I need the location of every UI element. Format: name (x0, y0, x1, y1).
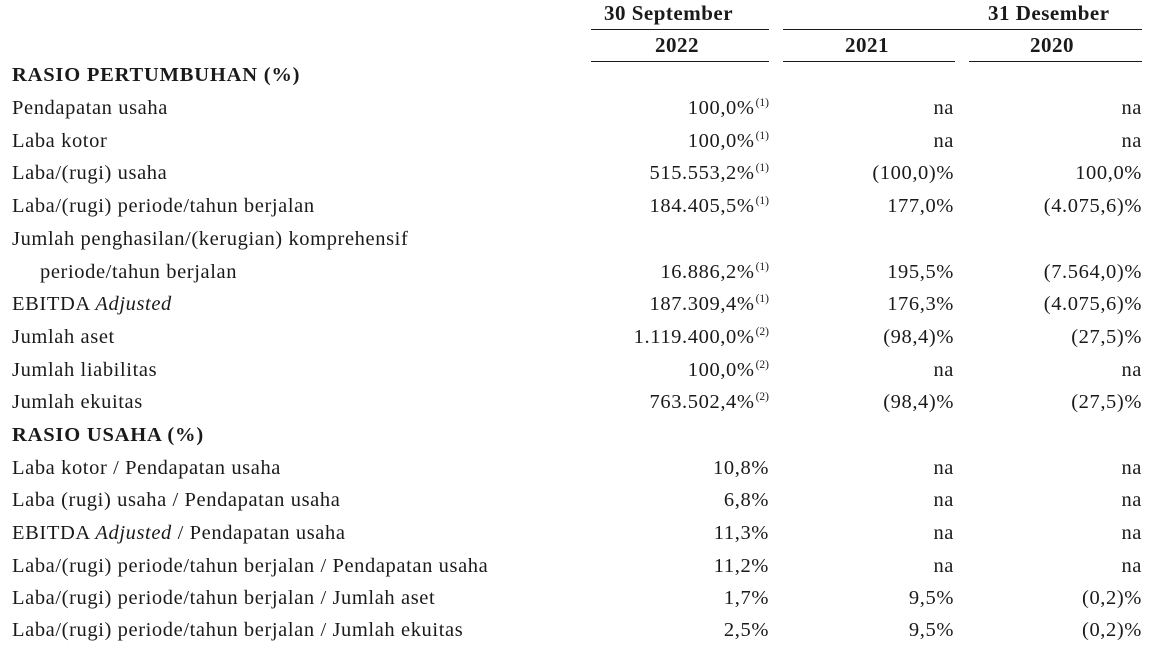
row-label-line2: periode/tahun berjalan (40, 261, 238, 283)
value-2021: (98,4)% (883, 391, 954, 413)
value-2022: 11,2% (713, 555, 769, 577)
footnote-marker: (1) (755, 162, 769, 174)
section-title: RASIO USAHA (%) (12, 424, 204, 446)
footnote-marker: (1) (755, 261, 769, 273)
row-label: Laba/(rugi) periode/tahun berjalan / Jumlah ekuitas (12, 619, 464, 641)
value-2022: 6,8% (723, 489, 769, 511)
table-row (0, 619, 1150, 651)
footnote-marker: (1) (755, 293, 769, 305)
row-label: EBITDA Adjusted / Pendapatan usaha (12, 522, 346, 544)
header-rule-2021 (783, 61, 955, 62)
value-2022: 100,0%$^{(1)}$ (687, 97, 769, 119)
table-row (0, 359, 1150, 391)
footnote-marker: (2) (755, 359, 769, 371)
table-row (0, 97, 1150, 129)
table-row (0, 228, 1150, 260)
row-label: Jumlah aset (12, 326, 115, 348)
footnote-marker: (1) (755, 97, 769, 109)
value-2021: na (933, 97, 954, 119)
row-label: Pendapatan usaha (12, 97, 168, 119)
row-label: Laba kotor (12, 130, 108, 152)
header-31-desember: 31 Desember (988, 1, 1110, 25)
value-2022: 100,0%$^{(1)}$ (687, 130, 769, 152)
header-30-september: 30 September (604, 1, 734, 25)
value-2022: 187.309,4%$^{(1)}$ (649, 293, 769, 315)
value-2022: 1.119.400,0%$^{(2)}$ (633, 326, 769, 348)
table-row (0, 587, 1150, 619)
row-label: Jumlah ekuitas (12, 391, 143, 413)
value-2020: na (1121, 522, 1142, 544)
value-2020: na (1121, 130, 1142, 152)
header-year-2022: 2022 (655, 33, 699, 57)
value-2021: na (933, 130, 954, 152)
value-2020: (0,2)% (1082, 619, 1142, 641)
value-2021: na (933, 522, 954, 544)
table-row (0, 522, 1150, 554)
value-2022: 184.405,5%$^{(1)}$ (649, 195, 769, 217)
row-label: Laba/(rugi) periode/tahun berjalan / Pendapatan usaha (12, 555, 489, 577)
value-2021: 195,5% (887, 261, 954, 283)
value-2020: na (1121, 489, 1142, 511)
header-year-2020: 2020 (1030, 33, 1074, 57)
row-label: Jumlah liabilitas (12, 359, 158, 381)
row-label: Laba kotor / Pendapatan usaha (12, 457, 282, 479)
footnote-marker: (1) (755, 130, 769, 142)
header-year-2021: 2021 (845, 33, 889, 57)
footnote-marker: (1) (755, 195, 769, 207)
row-label: Laba/(rugi) usaha (12, 162, 168, 184)
value-2021: 9,5% (908, 587, 954, 609)
value-2020: 100,0% (1075, 162, 1142, 184)
section-title-operating (0, 424, 1150, 456)
value-2021: 9,5% (908, 619, 954, 641)
value-2021: na (933, 359, 954, 381)
value-2022: 515.553,2%$^{(1)}$ (649, 162, 769, 184)
value-2021: (100,0)% (872, 162, 954, 184)
value-2020: (27,5)% (1071, 326, 1142, 348)
value-2022: 763.502,4%$^{(2)}$ (649, 391, 769, 413)
header-rule-top-right (783, 29, 1142, 30)
table-row-continuation (0, 261, 1150, 293)
row-label: Laba/(rugi) periode/tahun berjalan / Jumlah aset (12, 587, 436, 609)
table-row (0, 457, 1150, 489)
header-rule-top-left (591, 29, 769, 30)
value-2020: (27,5)% (1071, 391, 1142, 413)
value-2020: (0,2)% (1082, 587, 1142, 609)
value-2022: 100,0%$^{(2)}$ (687, 359, 769, 381)
header-rule-2020 (969, 61, 1142, 62)
value-2022: 2,5% (723, 619, 769, 641)
footnote-marker: (2) (755, 326, 769, 338)
value-2021: na (933, 457, 954, 479)
value-2021: na (933, 555, 954, 577)
value-2022: 16.886,2%$^{(1)}$ (660, 261, 769, 283)
value-2022: 10,8% (713, 457, 769, 479)
table-row (0, 555, 1150, 587)
row-label: Jumlah penghasilan/(kerugian) komprehensif (12, 228, 409, 250)
value-2021: na (933, 489, 954, 511)
value-2020: (4.075,6)% (1043, 195, 1142, 217)
value-2021: (98,4)% (883, 326, 954, 348)
section-title-growth (0, 64, 1150, 96)
table-row (0, 391, 1150, 423)
footnote-marker: (2) (755, 391, 769, 403)
table-row (0, 489, 1150, 521)
value-2020: na (1121, 359, 1142, 381)
value-2020: (4.075,6)% (1043, 293, 1142, 315)
value-2020: na (1121, 97, 1142, 119)
table-row (0, 293, 1150, 325)
header-rule-2022 (591, 61, 769, 62)
row-label: EBITDA Adjusted (12, 293, 172, 315)
section-title: RASIO PERTUMBUHAN (%) (12, 64, 301, 86)
table-row (0, 162, 1150, 194)
value-2021: 176,3% (887, 293, 954, 315)
row-label: Laba (rugi) usaha / Pendapatan usaha (12, 489, 341, 511)
value-2020: (7.564,0)% (1043, 261, 1142, 283)
value-2022: 1,7% (723, 587, 769, 609)
value-2020: na (1121, 457, 1142, 479)
value-2021: 177,0% (887, 195, 954, 217)
table-row (0, 195, 1150, 227)
table-row (0, 130, 1150, 162)
table-row (0, 326, 1150, 358)
row-label: Laba/(rugi) periode/tahun berjalan (12, 195, 315, 217)
value-2022: 11,3% (713, 522, 769, 544)
value-2020: na (1121, 555, 1142, 577)
